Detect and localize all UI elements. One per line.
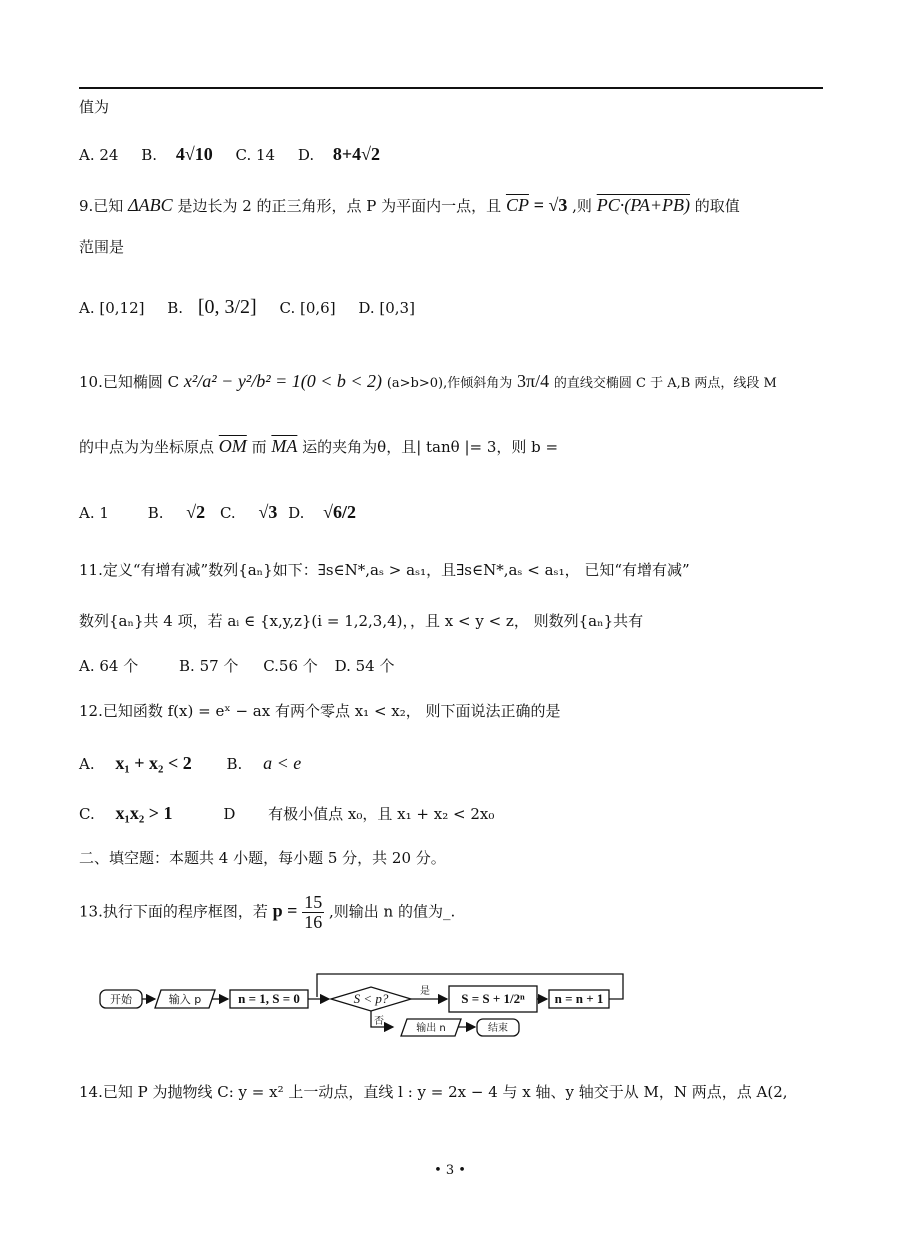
q11-option-d: D. 54 个 — [334, 657, 395, 675]
q13-stem — [79, 893, 455, 932]
q8-option-b-label: B. — [141, 146, 158, 164]
q11-stem: 11.定义“有增有减”数列{aₙ}如下：∃s∈N*,aₛ > aₛ₁，且∃s∈N*,aₛ < aₛ₁， 已知“有增有减” — [79, 561, 690, 579]
header-line: 值为 — [79, 98, 110, 116]
q9-option-a: A. [0,12] — [79, 299, 145, 317]
q12-option-c-label: C. — [79, 805, 95, 823]
q12-option-b-label: B. — [226, 755, 243, 773]
q11-option-c: C.56 个 — [263, 657, 318, 675]
q10-angle-cond: 运的夹角为θ，且| tanθ |= 3，则 b = — [302, 438, 559, 456]
q9-option-c: C. [0,6] — [279, 299, 336, 317]
q11-stem-line2: 数列{aₙ}共 4 项，若 aᵢ ∈ {x,y,z}(i = 1,2,3,4)，，且 x < y < z， 则数列{aₙ}共有 — [79, 612, 644, 630]
q10-tail: 的直线交椭圆 C 于 A,B 两点，线段 M — [553, 376, 777, 391]
q12-options-ab — [79, 754, 301, 772]
page-number: • 3 • — [434, 1163, 466, 1178]
q9-triangle: ΔABC — [128, 195, 173, 215]
q9-option-d: D. [0,3] — [358, 299, 415, 317]
q10-condition: (a>b>0),作倾斜角为 — [386, 376, 513, 391]
q8-option-b-value: 4√10 — [175, 144, 213, 164]
flow-yes-label: 是 — [420, 986, 430, 997]
q10-and: 而 — [251, 438, 267, 456]
q9-expression: PC·(PA+PB) — [596, 195, 691, 215]
q14-stem: 14.已知 P 为抛物线 C: y = x² 上一动点，直线 l : y = 2x − 4 与 x 轴、y 轴交于从 M，N 两点，点 A(2, — [79, 1083, 788, 1101]
q11-option-b: B. 57 个 — [179, 657, 239, 675]
flow-init-label: n = 1, S = 0 — [238, 991, 300, 1006]
q10-prefix: 10.已知椭圆 C — [79, 373, 180, 391]
q8-option-c: C. 14 — [235, 146, 276, 164]
q10-options — [79, 503, 356, 521]
flow-end-label: 结束 — [488, 1023, 508, 1034]
q9-eq: = √3 — [533, 195, 568, 215]
q13-fraction — [302, 893, 324, 932]
q10-option-a: A. 1 — [79, 504, 109, 522]
q11-option-a: A. 64 个 — [79, 657, 139, 675]
flow-start-label: 开始 — [110, 993, 132, 1006]
q12-option-d-value: 有极小值点 x₀，且 x₁ + x₂ < 2x₀ — [268, 805, 495, 823]
q12-stem: 12.已知函数 f(x) = eˣ − ax 有两个零点 x₁ < x₂， 则下面说法正确的是 — [79, 702, 561, 720]
q9-option-b-label: B. — [167, 299, 184, 317]
q9-text: 是边长为 2 的正三角形，点 P 为平面内一点，且 — [177, 197, 502, 215]
program-flowchart — [95, 960, 635, 1050]
flow-update-label: S = S + 1/2ⁿ — [461, 991, 525, 1006]
q13-prefix: 13.执行下面的程序框图，若 — [79, 902, 268, 921]
q13-p: p = — [272, 900, 298, 921]
q9-options — [79, 297, 415, 317]
q8-option-d-value: 8+4√2 — [332, 144, 381, 164]
q12-option-a-value: x₁ + x₂ < 2 — [115, 753, 192, 773]
q12-option-d-label: D — [223, 805, 236, 823]
q10-option-d-label: D. — [288, 504, 305, 522]
flow-increment-label: n = n + 1 — [554, 991, 604, 1006]
q12-option-a-label: A. — [79, 755, 95, 773]
q9-option-b-value: [0, 3/2] — [197, 296, 257, 318]
q13-fraction-num: 15 — [304, 892, 323, 912]
q13-suffix: ,则输出 n 的值为_. — [328, 902, 456, 921]
q10-option-b-label: B. — [147, 504, 164, 522]
flow-output-label: 输出 n — [416, 1023, 446, 1034]
q10-option-b-value: √2 — [186, 502, 206, 522]
q10-angle: 3π/4 — [517, 371, 550, 391]
q9-stem-line2: 范围是 — [79, 238, 125, 256]
q12-options-cd — [79, 804, 494, 822]
q10-vector-om: $\overline{OM}$ — [218, 436, 247, 456]
q9-prefix: 9.已知 — [79, 197, 124, 215]
q10-stem-line2 — [79, 437, 558, 455]
q10-option-c-label: C. — [219, 504, 236, 522]
q11-options — [79, 659, 394, 674]
flow-condition-label: S < p? — [353, 991, 389, 1006]
flow-input-label: 输入 p — [168, 993, 202, 1006]
section-fill-in: 二、填空题：本题共 4 小题，每小题 5 分，共 20 分。 — [79, 849, 446, 867]
q9-range-text: 的取值 — [694, 197, 740, 215]
q8-options — [79, 145, 380, 163]
q10-option-d-value: √6/2 — [323, 502, 357, 522]
q10-midpoint: 的中点为为坐标原点 — [79, 438, 215, 456]
q9-vector-cp: $\overline{CP}$ — [505, 195, 529, 215]
q10-option-c-value: √3 — [258, 502, 278, 522]
q8-option-d-label: D. — [297, 146, 315, 164]
q10-stem — [79, 372, 777, 390]
q9-stem — [79, 196, 740, 214]
q12-option-c-value: x₁x₂ > 1 — [115, 803, 173, 823]
q8-option-a: A. 24 — [79, 146, 119, 164]
q13-fraction-den: 16 — [304, 911, 323, 932]
q10-ellipse: x²/a² − y²/b² = 1(0 < b < 2) — [183, 371, 383, 391]
q10-vector-ma: $\overline{MA}$ — [271, 436, 298, 456]
flow-no-label: 否 — [374, 1016, 384, 1027]
q9-then: ,则 — [572, 197, 592, 215]
header-rule — [79, 87, 823, 89]
q12-option-b-value: a < e — [263, 753, 302, 773]
